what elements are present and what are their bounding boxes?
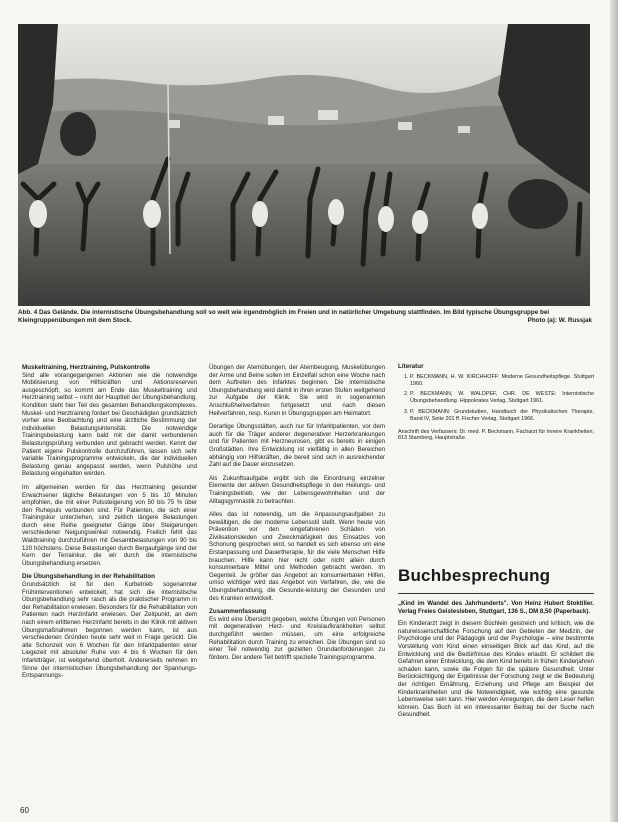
literature-item: 1. P. BECKMANN, H. W. KIRCHHOFF: Moderne Gesundheitspflege. Stuttgart 1960.	[410, 374, 594, 388]
figure-photo	[18, 24, 590, 306]
column-1	[22, 364, 197, 686]
divider	[398, 593, 594, 594]
literature-item: 2. P. BECKMANN, W. WALDPEF, CHR. DE WESTE: Internistische Übungsbehandlung. Hippokrates Verlag, Stuttgart 1961.	[410, 391, 594, 405]
paragraph: Grundsätzlich ist für den Kurbetrieb sogenannter Frühinterventionen entwickelt, hat sich die internistische Übungsbehandlung sehr rasch als die praktischer Programm in der Rehabilitation erwiesen. Besonders für die Rehabilitation von Patienten nach Herzinfarkt erwiesen. Der Zeitpunkt, an dem nach einem erlittenen Herzinfarkt bereits in der Klinik mit aktiven Übungsmaßnahmen begonnen werden kann, ist aus verschiedenen Gründen heute sehr weit in Frage gerückt. Die alte Schonzeit von 6 Wochen für den Infarktpatienten einer Liegezeit mit absoluter Ruhe von 4 bis 6 Wochen für den Infarktträger, ist weitgehend überholt. Andererseits nehmen im Sinne der internistischen Übungsbehandlung der Spannungs-Entspannungs-	[22, 581, 197, 680]
author-address: Anschrift des Verfassers: Dr. med. P. Beckmann, Facharzt für Innere Krankheiten, 813 Starnberg, Hauptstraße.	[398, 428, 594, 442]
paragraph: Übungen der Atemübungen, der Atembeugung, Muskelübungen der Arme und Beine sollen im Einzelfall schon eine Woche nach dem Auftreten des Infarktes beginnen. Die internistische Übungsbehandlung wird damit in ihren ersten Stufen weitgehend zur Aufgabe der Klinik. Sie wird in sogenannten Anschlußheilverfahren fortgesetzt und nach diesen Heilverfahren, resp. Kuren in Übungsgruppen am Heimatort.	[209, 364, 385, 417]
column-2	[209, 364, 385, 667]
section-heading: Muskeltraining, Herztraining, Pulskontrolle	[22, 364, 151, 371]
page-edge	[610, 0, 618, 822]
paragraph: Als Zukunftsaufgabe ergibt sich die Einordnung einzelner Elemente der aktiven Gesundheitspflege in den Heilungs- und Trainingsbetrieb, wie der Lebensgewohnheiten und der Alltagsgymnastik zu betrachten.	[209, 474, 385, 505]
book-reference: „Kind im Wandel des Jahrhunderts". Von Heinz Hubert Stoktiller. Verlag Freies Geistesleben, Stuttgart, 136 S., DM 8,50 (Paperback).	[398, 600, 594, 615]
literature-list	[398, 364, 594, 442]
summary-heading: Zusammenfassung	[209, 608, 267, 616]
paragraph: Derartige Übungsstätten, auch nur für Infarktpatienten, vor dem auch für die Träger anderer degenerativer Herzerkrankungen und für Patienten mit Herzneurosen, gibt es bereits in einigen Großstädten. Ihre Entwicklung ist vielfältig in allen Bereichen abhängig von Hilfskräften, die bereit sind sich in ausreichender Zahl auf die Dauer einzusetzen.	[209, 423, 385, 469]
literature-item: 3. P. BECKMANN: Grundstudien, Handbuch der Physikalischen Therapie, Band IV, Seite 201 ff. Fischer Verlag, Stuttgart 1966.	[410, 409, 594, 423]
paragraph: Sind alle vorangegangenen Aktionen wie die notwendige Mobilisierung von Hilfskräften und Aktionsreserven ausgeschöpft, so kommt am Ende das Muskeltraining und Herztraining selbst – nicht der Hauptteil der Übungsbehandlung. Kondition steht hier Teil des gesamten Behandlungskomplexes. Muskel- und Herztraining fordert bei Geschädigten grundsätzlich vorher eine Beobachtung und eine ärztliche Bestimmung der individuellen Belastungsintensität. Die notwendige Trainingsbelastung kann bald mit der damit verbundenen Belastungsprüfung verbunden und gebracht werden. Kennt der Patient eigene Pulskontrolle durchzuführen, lassen sich sehr variable Trainingsprogramme entwickeln, die der individuellen Belastung genau angepasst werden, wenn Pulshöhe und Belastung eingehalten werden.	[22, 371, 197, 478]
book-review-text: Ein Kinderarzt zeigt in diesem Büchlein geistreich und kritisch, wie die naturwissenschaftliche Forschung auf den Gebieten der Medizin, der Psychologie und der Pädagogik und der Psychologie – eine bestimmte Vorstellung vom Kind einen einseitigen Blick auf das Kind, auf die Entwicklung und die Bedürfnisse des Kindes erlaubt. Er schildert die Gefahren einer Entwicklung, die dem Kind bereits in frühen Kinderjahren schaden kann, sowie die Folgen für die spätere Gesundheit. Unter Berücksichtigung der Ergebnisse der Forschung zeigt er die Bedeutung der richtigen Ernährung, Erziehung und Pflege am Beispiel der Kinderkrankheiten und die Notwendigkeit, wie wichtig eine gesunde Lebensweise sein kann. Hier werden Anregungen, die dem Leser helfen können. Das Buch ist ein interessanter Beitrag bei der Suche nach Gesundheit.	[398, 620, 594, 719]
summary-text: Es wird eine Übersicht gegeben, welche Übungen von Personen mit degenerativen Herz- und Kreislaufkrankheiten selbst durchgeführt werden müssen, um eine erfolgreiche Rehabilitation durch Training zu erreichen. Die Übungen sind so einer Teil notwendig zur gezielten Grundanforderungen zu fördern. Der andere Teil betrifft spezielle Trainingsprogramme.	[209, 615, 385, 661]
book-review-title: Buchbesprechung	[398, 566, 551, 585]
paragraph: Im allgemeinen werden für das Herztraining gesunder Erwachsener tägliche Belastungen von 5 bis 10 Minuten empfohlen, die mit einer Pulssteigerung von 50 bis 75 % über den Ruhepuls verbunden sind. Für Patienten, die sich einer Trainingskur unterziehen, sind zeitlich längere Belastungen durch eine Reihe geeigneter Gänge über Steigerungen verschiedener Neigungswinkel notwendig. Freilich fehlt das Waldtraining durchzuführen mit Gesamtbelastungen von 90 bis 120 höchstens. Diese Belastungen durch Bergaufgänge sind der Kern der Terrainkur, die wir durch die internistische Übungsbehandlung ersetzen.	[22, 483, 197, 567]
page-number: 60	[20, 806, 29, 815]
section-heading: Die Übungsbehandlung in der Rehabilitation	[22, 573, 155, 581]
literature-heading: Literatur	[398, 363, 424, 370]
caption-text: Abb. 4 Das Gelände. Die internistische Übungsbehandlung soll so weit wie irgendmöglich im Freien und in natürlicher Umgebung stattfinden. Im Bild typische Übungsgruppe bei Kleingruppenübungen mit dem Stock.	[18, 309, 550, 324]
figure-caption	[18, 309, 592, 325]
photo-credit: Photo (a): W. Russjak	[527, 317, 592, 324]
paragraph: Alles das ist notwendig, um die Anpassungsaufgaben zu bewältigen, die der moderne Lebensstil stellt. Wenn heute von Prävention vor den eingefahrenen Schäden von Zivilisationsleiden und Zweckmäßigkeit des Einsatzes von Schonung gesprochen wird, so handelt es sich ebenso um eine Erstanpassung und Dauertherapie, für die viele Menschen Hilfe brauchen. Hilfe kann hier nicht oder nicht allein durch konsumierbare Mittel und Methoden gebracht werden. Im Gegenteil. Je größer das Angebot an konsumierbaren Hilfen, umso wichtiger wird das Angebot von Verfahren, die, wie die Übungsbehandlung, die Gesunde-leistung der Gesunden und des Kranken entwickelt.	[209, 511, 385, 602]
book-review	[398, 600, 594, 719]
